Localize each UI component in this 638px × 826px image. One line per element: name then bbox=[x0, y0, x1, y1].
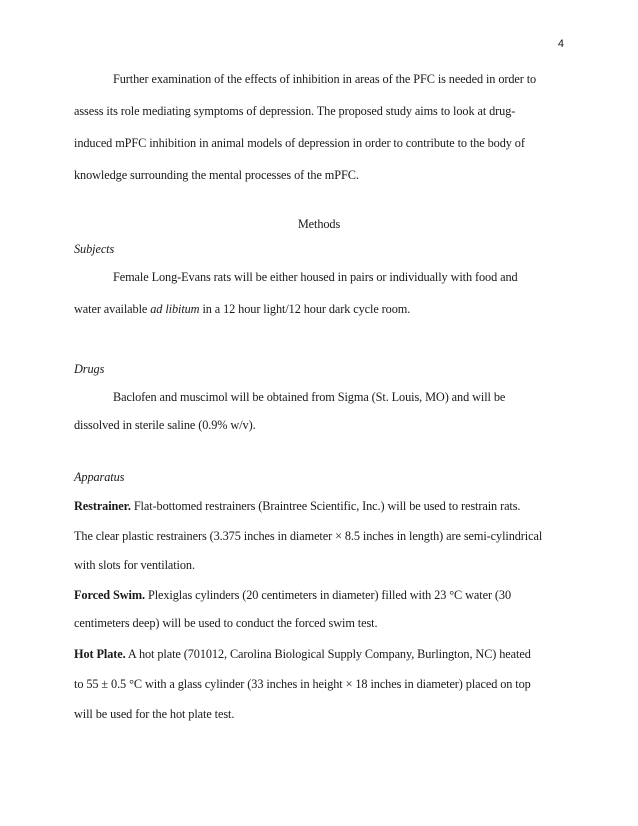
intro-line-3: induced mPFC inhibition in animal models of depression in order to contribute to the body of bbox=[74, 136, 525, 150]
ad-libitum-text: ad libitum bbox=[150, 302, 200, 316]
hot-plate-label: Hot Plate. bbox=[74, 647, 126, 661]
forced-swim-line-2: centimeters deep) will be used to conduct the forced swim test. bbox=[74, 616, 378, 630]
restrainer-line-3: with slots for ventilation. bbox=[74, 558, 195, 572]
methods-heading: Methods bbox=[297, 217, 341, 231]
forced-swim-line-1 bbox=[74, 588, 511, 603]
subjects-line-1: Female Long-Evans rats will be either housed in pairs or individually with food and bbox=[113, 270, 518, 284]
restrainer-line-1 bbox=[74, 499, 520, 514]
subjects-line-2 bbox=[74, 302, 410, 317]
drugs-line-2: dissolved in sterile saline (0.9% w/v). bbox=[74, 418, 256, 432]
restrainer-line-2: The clear plastic restrainers (3.375 inches in diameter × 8.5 inches in length) are semi-cylindrical bbox=[74, 529, 543, 543]
intro-line-2: assess its role mediating symptoms of depression. The proposed study aims to look at drug- bbox=[74, 104, 516, 118]
forced-swim-label: Forced Swim. bbox=[74, 588, 145, 602]
intro-line-1: Further examination of the effects of inhibition in areas of the PFC is needed in order to bbox=[113, 72, 537, 86]
forced-swim-text: Plexiglas cylinders (20 centimeters in diameter) filled with 23 °C water (30 bbox=[144, 588, 512, 602]
drugs-heading: Drugs bbox=[74, 362, 105, 376]
intro-line-4: knowledge surrounding the mental processes of the mPFC. bbox=[74, 168, 359, 182]
page-number: 4 bbox=[557, 38, 564, 50]
restrainer-label: Restrainer. bbox=[74, 499, 131, 513]
restrainer-text: Flat-bottomed restrainers (Braintree Scientific, Inc.) will be used to restrain rats. bbox=[130, 499, 521, 513]
subjects-line-2-start: water available bbox=[74, 302, 151, 316]
drugs-line-1: Baclofen and muscimol will be obtained from Sigma (St. Louis, MO) and will be bbox=[113, 390, 506, 404]
subjects-line-2-end: in a 12 hour light/12 hour dark cycle room. bbox=[199, 302, 411, 316]
hot-plate-line-3: will be used for the hot plate test. bbox=[74, 707, 235, 721]
subjects-heading: Subjects bbox=[74, 242, 115, 256]
hot-plate-line-2: to 55 ± 0.5 °C with a glass cylinder (33 inches in height × 18 inches in diameter) placed on top bbox=[74, 677, 531, 691]
apparatus-heading: Apparatus bbox=[74, 470, 125, 484]
hot-plate-line-1 bbox=[74, 647, 531, 662]
hot-plate-text: A hot plate (701012, Carolina Biological Supply Company, Burlington, NC) heated bbox=[125, 647, 531, 661]
